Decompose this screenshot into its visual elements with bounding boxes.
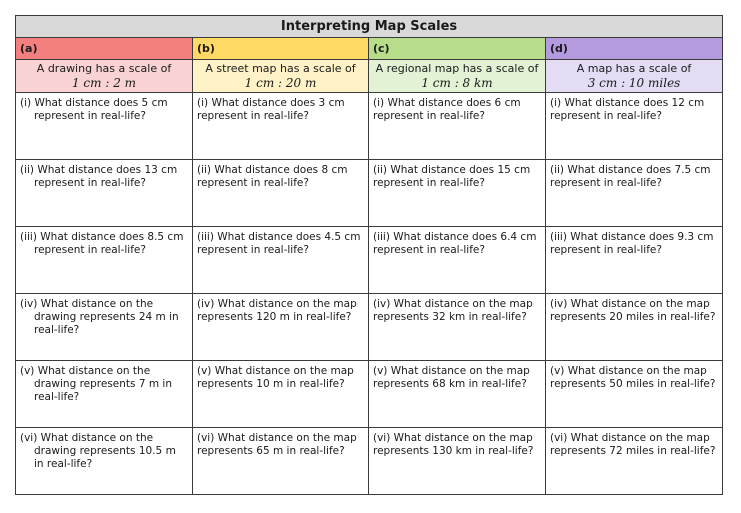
question-text: (v) What distance on the drawing represents 7 m in real-life? — [20, 365, 173, 403]
column-label-b: (b) — [193, 38, 369, 60]
scale-ratio-d: 3 cm : 10 miles — [587, 76, 681, 90]
scale-cell-a — [16, 60, 193, 93]
question-row — [16, 93, 723, 160]
column-label-d: (d) — [546, 38, 723, 60]
question-cell-a — [16, 294, 193, 361]
question-text: (i) What distance does 12 cm represent in real-life? — [550, 97, 705, 122]
question-cell-c — [369, 93, 546, 160]
question-text: (iii) What distance does 9.3 cm represent in real-life? — [550, 231, 714, 256]
question-cell-d — [546, 361, 723, 428]
question-text: (iv) What distance on the map represents 32 km in real-life? — [373, 298, 533, 323]
question-cell-b — [193, 93, 369, 160]
question-text: (iii) What distance does 4.5 cm represent in real-life? — [197, 231, 361, 256]
scale-ratio-a: 1 cm : 2 m — [71, 76, 137, 90]
question-cell-c — [369, 361, 546, 428]
question-cell-b — [193, 428, 369, 495]
question-cell-b — [193, 294, 369, 361]
question-cell-d — [546, 227, 723, 294]
question-text: (iv) What distance on the map represents 20 miles in real-life? — [550, 298, 716, 323]
question-cell-b — [193, 227, 369, 294]
question-text: (iv) What distance on the drawing represents 24 m in real-life? — [20, 298, 179, 336]
question-cell-d — [546, 160, 723, 227]
question-cell-d — [546, 93, 723, 160]
question-cell-d — [546, 294, 723, 361]
question-cell-b — [193, 361, 369, 428]
question-row — [16, 428, 723, 495]
question-text: (ii) What distance does 8 cm represent in real-life? — [197, 164, 348, 189]
question-row — [16, 160, 723, 227]
scale-ratio-b: 1 cm : 20 m — [244, 76, 317, 90]
question-text: (v) What distance on the map represents 10 m in real-life? — [197, 365, 354, 390]
question-cell-a — [16, 227, 193, 294]
scale-text-b: A street map has a scale of — [205, 62, 356, 75]
question-text: (i) What distance does 6 cm represent in real-life? — [373, 97, 521, 122]
scale-text-d: A map has a scale of — [576, 62, 692, 75]
question-text: (i) What distance does 5 cm represent in real-life? — [20, 97, 168, 122]
column-label-c: (c) — [369, 38, 546, 60]
question-cell-c — [369, 227, 546, 294]
worksheet-table — [15, 15, 723, 495]
question-cell-c — [369, 160, 546, 227]
question-row — [16, 294, 723, 361]
question-cell-c — [369, 294, 546, 361]
worksheet-title: Interpreting Map Scales — [16, 16, 723, 38]
question-cell-a — [16, 361, 193, 428]
scale-text-c: A regional map has a scale of — [375, 62, 539, 75]
question-cell-c — [369, 428, 546, 495]
question-cell-b — [193, 160, 369, 227]
question-text: (vi) What distance on the drawing represents 10.5 m in real-life? — [20, 432, 176, 470]
scale-cell-b — [193, 60, 369, 93]
question-text: (ii) What distance does 7.5 cm represent in real-life? — [550, 164, 711, 189]
question-text: (iv) What distance on the map represents 120 m in real-life? — [197, 298, 357, 323]
column-label-a: (a) — [16, 38, 193, 60]
question-text: (vi) What distance on the map represents 130 km in real-life? — [373, 432, 534, 457]
question-text: (v) What distance on the map represents 50 miles in real-life? — [550, 365, 716, 390]
scale-text-a: A drawing has a scale of — [36, 62, 172, 75]
question-text: (iii) What distance does 6.4 cm represent in real-life? — [373, 231, 537, 256]
question-text: (i) What distance does 3 cm represent in real-life? — [197, 97, 345, 122]
question-row — [16, 361, 723, 428]
question-row — [16, 227, 723, 294]
question-text: (v) What distance on the map represents 68 km in real-life? — [373, 365, 530, 390]
question-cell-a — [16, 428, 193, 495]
question-text: (ii) What distance does 13 cm represent in real-life? — [20, 164, 178, 189]
question-text: (vi) What distance on the map represents 65 m in real-life? — [197, 432, 357, 457]
question-text: (iii) What distance does 8.5 cm represent in real-life? — [20, 231, 184, 256]
question-cell-a — [16, 160, 193, 227]
question-text: (vi) What distance on the map represents 72 miles in real-life? — [550, 432, 716, 457]
question-cell-d — [546, 428, 723, 495]
scale-cell-c — [369, 60, 546, 93]
question-cell-a — [16, 93, 193, 160]
question-text: (ii) What distance does 15 cm represent in real-life? — [373, 164, 531, 189]
scale-ratio-c: 1 cm : 8 km — [421, 76, 493, 90]
question-rows — [16, 93, 723, 495]
scale-cell-d — [546, 60, 723, 93]
